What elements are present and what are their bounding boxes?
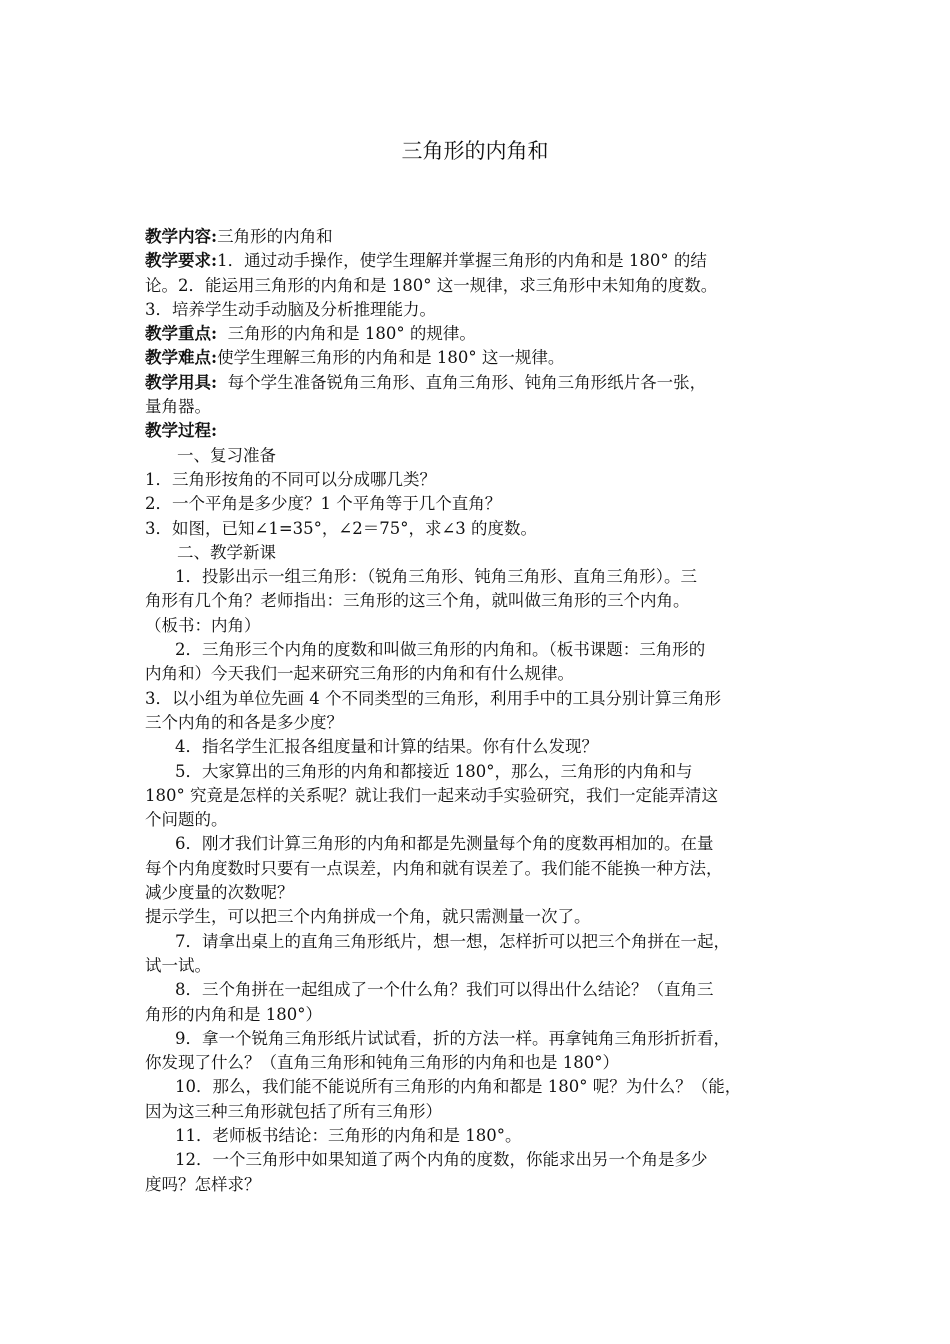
line-text: 试一试。 bbox=[145, 955, 211, 975]
document-body bbox=[145, 225, 810, 1197]
line-text: 个问题的。 bbox=[145, 810, 228, 830]
text-line bbox=[145, 346, 810, 370]
line-text: 一、复习准备 bbox=[177, 445, 276, 465]
line-text: 角形有几个角？老师指出：三角形的这三个角，就叫做三角形的三个内角。 bbox=[145, 591, 690, 611]
line-text: 每个内角度数时只要有一点误差，内角和就有误差了。我们能不能换一种方法， bbox=[145, 858, 723, 878]
section-label: 教学重点: bbox=[145, 324, 218, 344]
line-text: 11．老师板书结论：三角形的内角和是 180°。 bbox=[175, 1125, 522, 1145]
text-line bbox=[145, 881, 810, 905]
text-line bbox=[145, 687, 810, 711]
text-line bbox=[145, 419, 810, 443]
text-line bbox=[145, 662, 810, 686]
line-text: 使学生理解三角形的内角和是 180° 这一规律。 bbox=[217, 348, 565, 368]
text-line bbox=[145, 978, 810, 1002]
text-line bbox=[145, 1173, 810, 1197]
text-line bbox=[145, 1003, 810, 1027]
line-text: 10．那么，我们能不能说所有三角形的内角和都是 180° 呢？为什么？（能， bbox=[175, 1077, 742, 1097]
line-text: 5．大家算出的三角形的内角和都接近 180°，那么，三角形的内角和与 bbox=[175, 761, 693, 781]
text-line bbox=[145, 589, 810, 613]
text-line bbox=[145, 298, 810, 322]
line-text: 度吗？怎样求？ bbox=[145, 1174, 261, 1194]
section-label: 教学内容: bbox=[145, 227, 218, 246]
line-text: 12．一个三角形中如果知道了两个内角的度数，你能求出另一个角是多少 bbox=[175, 1150, 708, 1170]
line-text: 每个学生准备锐角三角形、直角三角形、钝角三角形纸片各一张， bbox=[217, 372, 707, 392]
line-text: 3．如图，已知∠1=35°，∠2＝75°，求∠3 的度数。 bbox=[145, 518, 538, 538]
text-line bbox=[145, 1124, 810, 1148]
line-text: 论。2．能运用三角形的内角和是 180° 这一规律，求三角形中未知角的度数。 bbox=[145, 275, 718, 295]
text-line bbox=[145, 954, 810, 978]
text-line bbox=[145, 565, 810, 589]
line-text: 1．通过动手操作，使学生理解并掌握三角形的内角和是 180° 的结 bbox=[217, 251, 707, 271]
text-line bbox=[145, 832, 810, 856]
text-line bbox=[145, 930, 810, 954]
line-text: 三个内角的和各是多少度？ bbox=[145, 712, 343, 732]
text-line bbox=[145, 274, 810, 298]
line-text: 3．以小组为单位先画 4 个不同类型的三角形，利用手中的工具分别计算三角形 bbox=[145, 688, 721, 708]
text-line bbox=[145, 784, 810, 808]
line-text: 6．刚才我们计算三角形的内角和都是先测量每个角的度数再相加的。在量 bbox=[175, 834, 714, 854]
line-text: 你发现了什么？（直角三角形和钝角三角形的内角和也是 180°） bbox=[145, 1053, 619, 1073]
text-line bbox=[145, 735, 810, 759]
text-line bbox=[145, 857, 810, 881]
line-text: 2．一个平角是多少度？1 个平角等于几个直角？ bbox=[145, 494, 502, 514]
section-label: 教学过程: bbox=[145, 421, 218, 441]
line-text: 1．投影出示一组三角形：（锐角三角形、钝角三角形、直角三角形）。三 bbox=[175, 567, 697, 587]
text-line bbox=[145, 468, 810, 492]
line-text: 因为这三种三角形就包括了所有三角形） bbox=[145, 1101, 442, 1121]
text-line bbox=[145, 1051, 810, 1075]
text-line bbox=[145, 249, 810, 273]
line-text: 2．三角形三个内角的度数和叫做三角形的内角和。（板书课题：三角形的 bbox=[175, 640, 706, 660]
line-text: 减少度量的次数呢？ bbox=[145, 883, 294, 903]
text-line bbox=[145, 760, 810, 784]
text-line bbox=[145, 541, 810, 565]
line-text: 3．培养学生动手动脑及分析推理能力。 bbox=[145, 299, 436, 319]
text-line bbox=[145, 1075, 810, 1099]
line-text: 提示学生，可以把三个内角拼成一个角，就只需测量一次了。 bbox=[145, 907, 591, 927]
section-label: 教学用具: bbox=[145, 372, 218, 392]
text-line bbox=[145, 517, 810, 541]
line-text: 1．三角形按角的不同可以分成哪几类？ bbox=[145, 469, 436, 489]
text-line bbox=[145, 322, 810, 346]
text-line bbox=[145, 1148, 810, 1172]
line-text: 角形的内角和是 180°） bbox=[145, 1004, 322, 1024]
text-line bbox=[145, 371, 810, 395]
line-text: 180° 究竟是怎样的关系呢？就让我们一起来动手实验研究，我们一定能弄清这 bbox=[145, 785, 718, 805]
line-text: 7．请拿出桌上的直角三角形纸片，想一想，怎样折可以把三个角拼在一起， bbox=[175, 931, 730, 951]
document-title: 三角形的内角和 bbox=[401, 139, 549, 163]
line-text: 三角形的内角和是 180° 的规律。 bbox=[217, 324, 476, 344]
text-line bbox=[145, 395, 810, 419]
text-line bbox=[145, 1100, 810, 1124]
text-line bbox=[145, 808, 810, 832]
text-line bbox=[145, 905, 810, 929]
line-text: 二、教学新课 bbox=[177, 542, 276, 562]
text-line bbox=[145, 492, 810, 516]
text-line bbox=[145, 711, 810, 735]
line-text: 8．三个角拼在一起组成了一个什么角？我们可以得出什么结论？（直角三 bbox=[175, 980, 714, 1000]
text-line bbox=[145, 1027, 810, 1051]
section-label: 教学要求: bbox=[145, 251, 218, 271]
line-text: 三角形的内角和 bbox=[217, 227, 333, 246]
line-text: 量角器。 bbox=[145, 397, 211, 417]
line-text: 内角和）今天我们一起来研究三角形的内角和有什么规律。 bbox=[145, 664, 574, 684]
text-line bbox=[145, 614, 810, 638]
text-line bbox=[145, 444, 810, 468]
text-line bbox=[145, 638, 810, 662]
text-line bbox=[145, 225, 810, 249]
line-text: （板书：内角） bbox=[145, 615, 261, 635]
line-text: 9．拿一个锐角三角形纸片试试看，折的方法一样。再拿钝角三角形折折看， bbox=[175, 1028, 730, 1048]
line-text: 4．指名学生汇报各组度量和计算的结果。你有什么发现？ bbox=[175, 737, 598, 757]
section-label: 教学难点: bbox=[145, 348, 218, 368]
